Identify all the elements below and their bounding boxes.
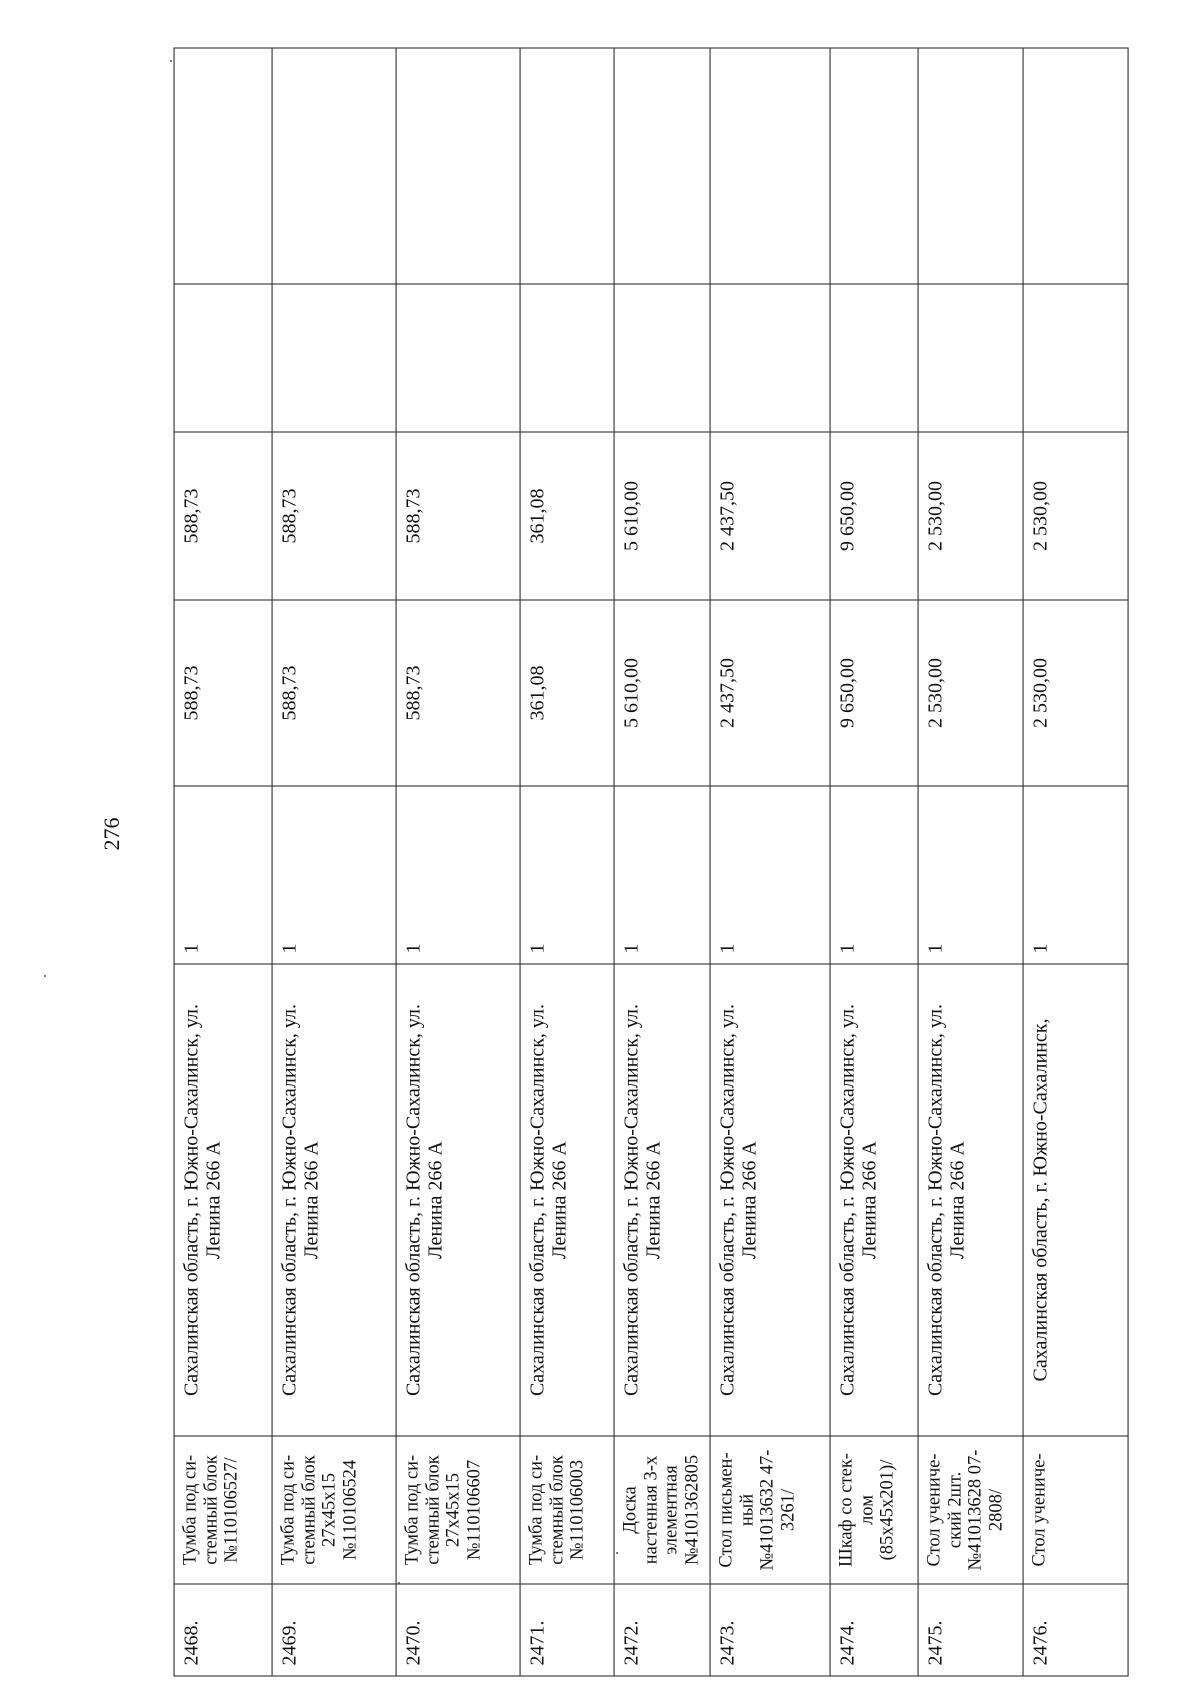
quantity-cell: 1: [396, 786, 520, 964]
empty-cell: [520, 284, 614, 432]
row-number-cell: 2468.: [174, 1584, 272, 1676]
address-cell: Сахалинская область, г. Южно-Сахалинск, ул. Ленина 266 А: [710, 964, 830, 1436]
residual-value-cell: 588,73: [272, 432, 396, 600]
empty-cell: [614, 48, 710, 284]
item-name-cell: Доска настенная 3-х элементная №4101362805: [614, 1436, 710, 1584]
empty-cell: [396, 48, 520, 284]
residual-value-cell: 5 610,00: [614, 432, 710, 600]
quantity-cell: 1: [272, 786, 396, 964]
row-number-cell: 2471.: [520, 1584, 614, 1676]
quantity-cell: 1: [710, 786, 830, 964]
item-name-cell: Тумба под си-стемный блок 27х45х15 №110106607: [396, 1436, 520, 1584]
table-row: [396, 48, 520, 1676]
empty-cell: [710, 284, 830, 432]
row-number-cell: 2476.: [1023, 1584, 1128, 1676]
table-row: [710, 48, 830, 1676]
row-number-cell: 2470.: [396, 1584, 520, 1676]
address-cell: Сахалинская область, г. Южно-Сахалинск, ул. Ленина 266 А: [830, 964, 918, 1436]
address-cell: Сахалинская область, г. Южно-Сахалинск, ул. Ленина 266 А: [174, 964, 272, 1436]
empty-cell: [918, 48, 1023, 284]
quantity-cell: 1: [520, 786, 614, 964]
scan-speck: [170, 60, 172, 62]
empty-cell: [710, 48, 830, 284]
residual-value-cell: 588,73: [174, 432, 272, 600]
empty-cell: [1023, 284, 1128, 432]
table-row: [174, 48, 272, 1676]
empty-cell: [614, 284, 710, 432]
inventory-table: [174, 48, 1129, 1677]
table-row: [918, 48, 1023, 1676]
empty-cell: [830, 284, 918, 432]
item-name-cell: Тумба под си-стемный блок №110106527/: [174, 1436, 272, 1584]
quantity-cell: 1: [1023, 786, 1128, 964]
quantity-cell: 1: [174, 786, 272, 964]
book-value-cell: 5 610,00: [614, 600, 710, 786]
address-cell: Сахалинская область, г. Южно-Сахалинск, ул. Ленина 266 А: [918, 964, 1023, 1436]
quantity-cell: 1: [614, 786, 710, 964]
empty-cell: [272, 284, 396, 432]
residual-value-cell: 2 437,50: [710, 432, 830, 600]
row-number-cell: 2474.: [830, 1584, 918, 1676]
table-row: [1023, 48, 1128, 1676]
residual-value-cell: 9 650,00: [830, 432, 918, 600]
residual-value-cell: 361,08: [520, 432, 614, 600]
book-value-cell: 2 530,00: [918, 600, 1023, 786]
row-number-cell: 2473.: [710, 1584, 830, 1676]
book-value-cell: 588,73: [396, 600, 520, 786]
residual-value-cell: 2 530,00: [1023, 432, 1128, 600]
empty-cell: [174, 48, 272, 284]
quantity-cell: 1: [918, 786, 1023, 964]
table-row: [520, 48, 614, 1676]
empty-cell: [1023, 48, 1128, 284]
scan-speck: [44, 975, 46, 977]
row-number-cell: 2472.: [614, 1584, 710, 1676]
table-row: [830, 48, 918, 1676]
item-name-cell: Тумба под си-стемный блок №110106003: [520, 1436, 614, 1584]
row-number-cell: 2475.: [918, 1584, 1023, 1676]
empty-cell: [396, 284, 520, 432]
address-cell: Сахалинская область, г. Южно-Сахалинск, ул. Ленина 266 А: [396, 964, 520, 1436]
address-cell: Сахалинская область, г. Южно-Сахалинск, ул. Ленина 266 А: [520, 964, 614, 1436]
item-name-cell: Стол письмен-ный №41013632 47-3261/: [710, 1436, 830, 1584]
book-value-cell: 9 650,00: [830, 600, 918, 786]
book-value-cell: 361,08: [520, 600, 614, 786]
item-name-cell: Тумба под си-стемный блок 27х45х15 №110106524: [272, 1436, 396, 1584]
scan-speck: [398, 1582, 400, 1584]
address-cell: Сахалинская область, г. Южно-Сахалинск,: [1023, 964, 1128, 1436]
residual-value-cell: 588,73: [396, 432, 520, 600]
quantity-cell: 1: [830, 786, 918, 964]
empty-cell: [830, 48, 918, 284]
scan-speck: [616, 1552, 618, 1554]
empty-cell: [272, 48, 396, 284]
row-number-cell: 2469.: [272, 1584, 396, 1676]
inventory-table-wrapper: [175, 48, 1127, 1676]
page-number: 276: [99, 817, 124, 851]
item-name-cell: Шкаф со стек-лом (85х45х201)/: [830, 1436, 918, 1584]
book-value-cell: 588,73: [272, 600, 396, 786]
table-row: [614, 48, 710, 1676]
empty-cell: [520, 48, 614, 284]
address-cell: Сахалинская область, г. Южно-Сахалинск, ул. Ленина 266 А: [614, 964, 710, 1436]
item-name-cell: Стол учениче-: [1023, 1436, 1128, 1584]
address-cell: Сахалинская область, г. Южно-Сахалинск, ул. Ленина 266 А: [272, 964, 396, 1436]
table-row: [272, 48, 396, 1676]
book-value-cell: 588,73: [174, 600, 272, 786]
book-value-cell: 2 530,00: [1023, 600, 1128, 786]
book-value-cell: 2 437,50: [710, 600, 830, 786]
residual-value-cell: 2 530,00: [918, 432, 1023, 600]
item-name-cell: Стол учениче-ский 2шт.№41013628 07-2808/: [918, 1436, 1023, 1584]
empty-cell: [918, 284, 1023, 432]
empty-cell: [174, 284, 272, 432]
